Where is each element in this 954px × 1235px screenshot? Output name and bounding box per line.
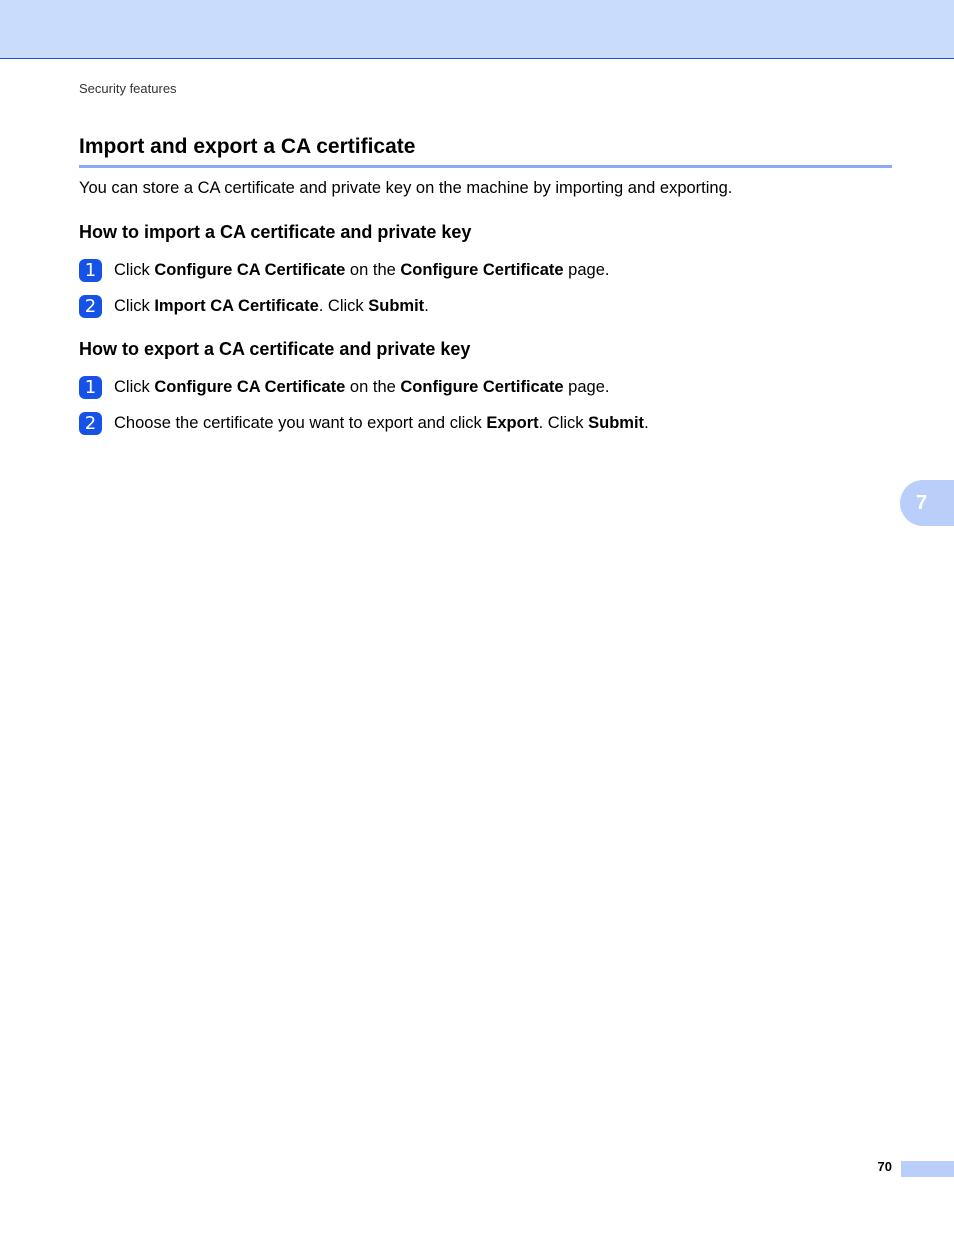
footer-bar — [901, 1161, 954, 1177]
running-head: Security features — [79, 81, 177, 96]
step-text: Click Import CA Certificate. Click Submit. — [114, 296, 429, 315]
step-text: Choose the certificate you want to export and click Export. Click Submit. — [114, 413, 649, 432]
import-step-1 — [79, 258, 609, 282]
step-number-icon: 2 — [79, 412, 102, 435]
chapter-tab — [900, 480, 954, 526]
step-number-icon: 1 — [79, 376, 102, 399]
step-number-icon: 2 — [79, 295, 102, 318]
chapter-number: 7 — [916, 491, 928, 514]
export-step-1 — [79, 375, 609, 399]
section-title: Import and export a CA certificate — [79, 135, 416, 158]
intro-paragraph: You can store a CA certificate and private key on the machine by importing and exporting. — [79, 179, 733, 197]
step-text: Click Configure CA Certificate on the Configure Certificate page. — [114, 260, 610, 279]
page-number: 70 — [877, 1159, 892, 1174]
header-band — [0, 0, 954, 59]
step-text: Click Configure CA Certificate on the Configure Certificate page. — [114, 377, 610, 396]
step-number-icon: 1 — [79, 259, 102, 282]
title-underline — [79, 165, 892, 168]
import-step-2 — [79, 294, 429, 318]
import-heading: How to import a CA certificate and private key — [79, 222, 472, 242]
export-step-2 — [79, 411, 649, 435]
export-heading: How to export a CA certificate and private key — [79, 339, 471, 359]
